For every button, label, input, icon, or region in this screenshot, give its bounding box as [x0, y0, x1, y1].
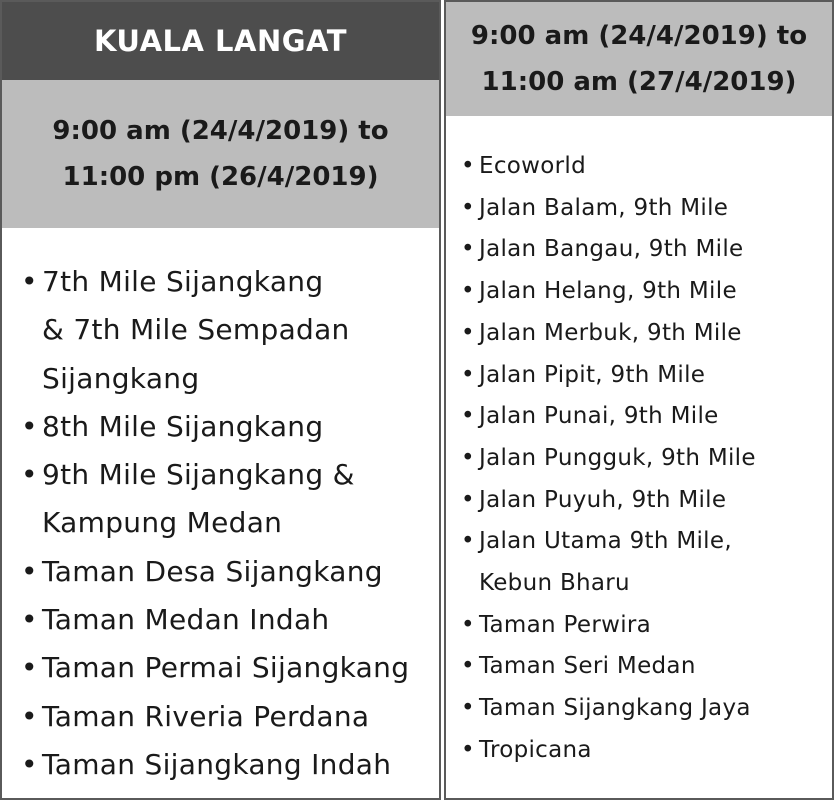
right-time-start: 9:00 am (24/4/2019) to — [470, 21, 808, 51]
list-item — [479, 271, 832, 313]
list-item-text: • Jalan Pipit, 9th Mile — [479, 361, 706, 388]
list-item — [479, 646, 832, 688]
list-item-text: & 7th Mile Sempadan — [42, 313, 350, 347]
list-item-text: • Jalan Pungguk, 9th Mile — [479, 444, 756, 471]
right-time-range — [446, 2, 832, 116]
area-title: KUALA LANGAT — [93, 24, 348, 58]
list-item-text: • Taman Desa Sijangkang — [42, 554, 383, 588]
list-item — [42, 693, 439, 741]
list-item-text: • 7th Mile Sijangkang — [42, 265, 324, 298]
list-item — [479, 521, 832, 604]
left-time-end: 11:00 pm (26/4/2019) — [62, 162, 379, 192]
list-item-text: • Jalan Helang, 9th Mile — [479, 278, 737, 305]
list-item-text: Kebun Bharu — [479, 570, 630, 597]
list-item — [479, 396, 832, 438]
list-item-text: • Jalan Puyuh, 9th Mile — [479, 486, 727, 513]
left-time-start: 9:00 am (24/4/2019) to — [52, 116, 389, 146]
list-item-text: • Taman Perwira — [479, 611, 652, 638]
list-item-text: • Jalan Balam, 9th Mile — [479, 194, 729, 221]
list-item-text: • Taman Seri Medan — [479, 653, 696, 680]
list-item-text: • Ecoworld — [479, 153, 586, 179]
list-item-text: • Taman Medan Indah — [42, 603, 330, 637]
left-area-list — [2, 228, 439, 789]
list-item — [479, 730, 832, 772]
list-item — [42, 741, 439, 789]
right-time-end: 11:00 am (27/4/2019) — [481, 67, 797, 97]
list-item-text: • Tropicana — [479, 736, 592, 763]
list-item-text: Kampung Medan — [42, 506, 283, 540]
list-item-text: • Taman Riveria Perdana — [42, 699, 370, 733]
list-item — [479, 605, 832, 647]
list-item — [479, 688, 832, 730]
list-item — [479, 146, 832, 188]
list-item — [42, 596, 439, 644]
list-item — [479, 355, 832, 397]
list-item-text: • 9th Mile Sijangkang & — [42, 458, 355, 492]
list-item — [479, 480, 832, 522]
list-item-text: • Jalan Utama 9th Mile, — [479, 528, 732, 555]
left-time-range — [2, 80, 439, 228]
right-area-list — [446, 116, 832, 772]
list-item — [42, 451, 439, 548]
list-item — [42, 548, 439, 596]
list-item-text: • Jalan Punai, 9th Mile — [479, 403, 719, 430]
list-item-text: • Taman Permai Sijangkang — [42, 651, 410, 685]
list-item-text: • 8th Mile Sijangkang — [42, 409, 324, 443]
list-item-text: • Jalan Merbuk, 9th Mile — [479, 319, 742, 346]
list-item-text: • Taman Sijangkang Jaya — [479, 695, 751, 722]
list-item — [479, 188, 832, 230]
list-item — [42, 258, 439, 403]
list-item — [479, 229, 832, 271]
list-item — [479, 313, 832, 355]
list-item-text: • Jalan Bangau, 9th Mile — [479, 236, 744, 263]
list-item-text: • Taman Sijangkang Indah — [42, 747, 392, 781]
list-item — [42, 644, 439, 692]
second-time-column — [444, 0, 834, 800]
list-item — [479, 438, 832, 480]
area-title-bar — [2, 2, 439, 80]
list-item — [42, 403, 439, 451]
list-item-text: Sijangkang — [42, 361, 200, 395]
